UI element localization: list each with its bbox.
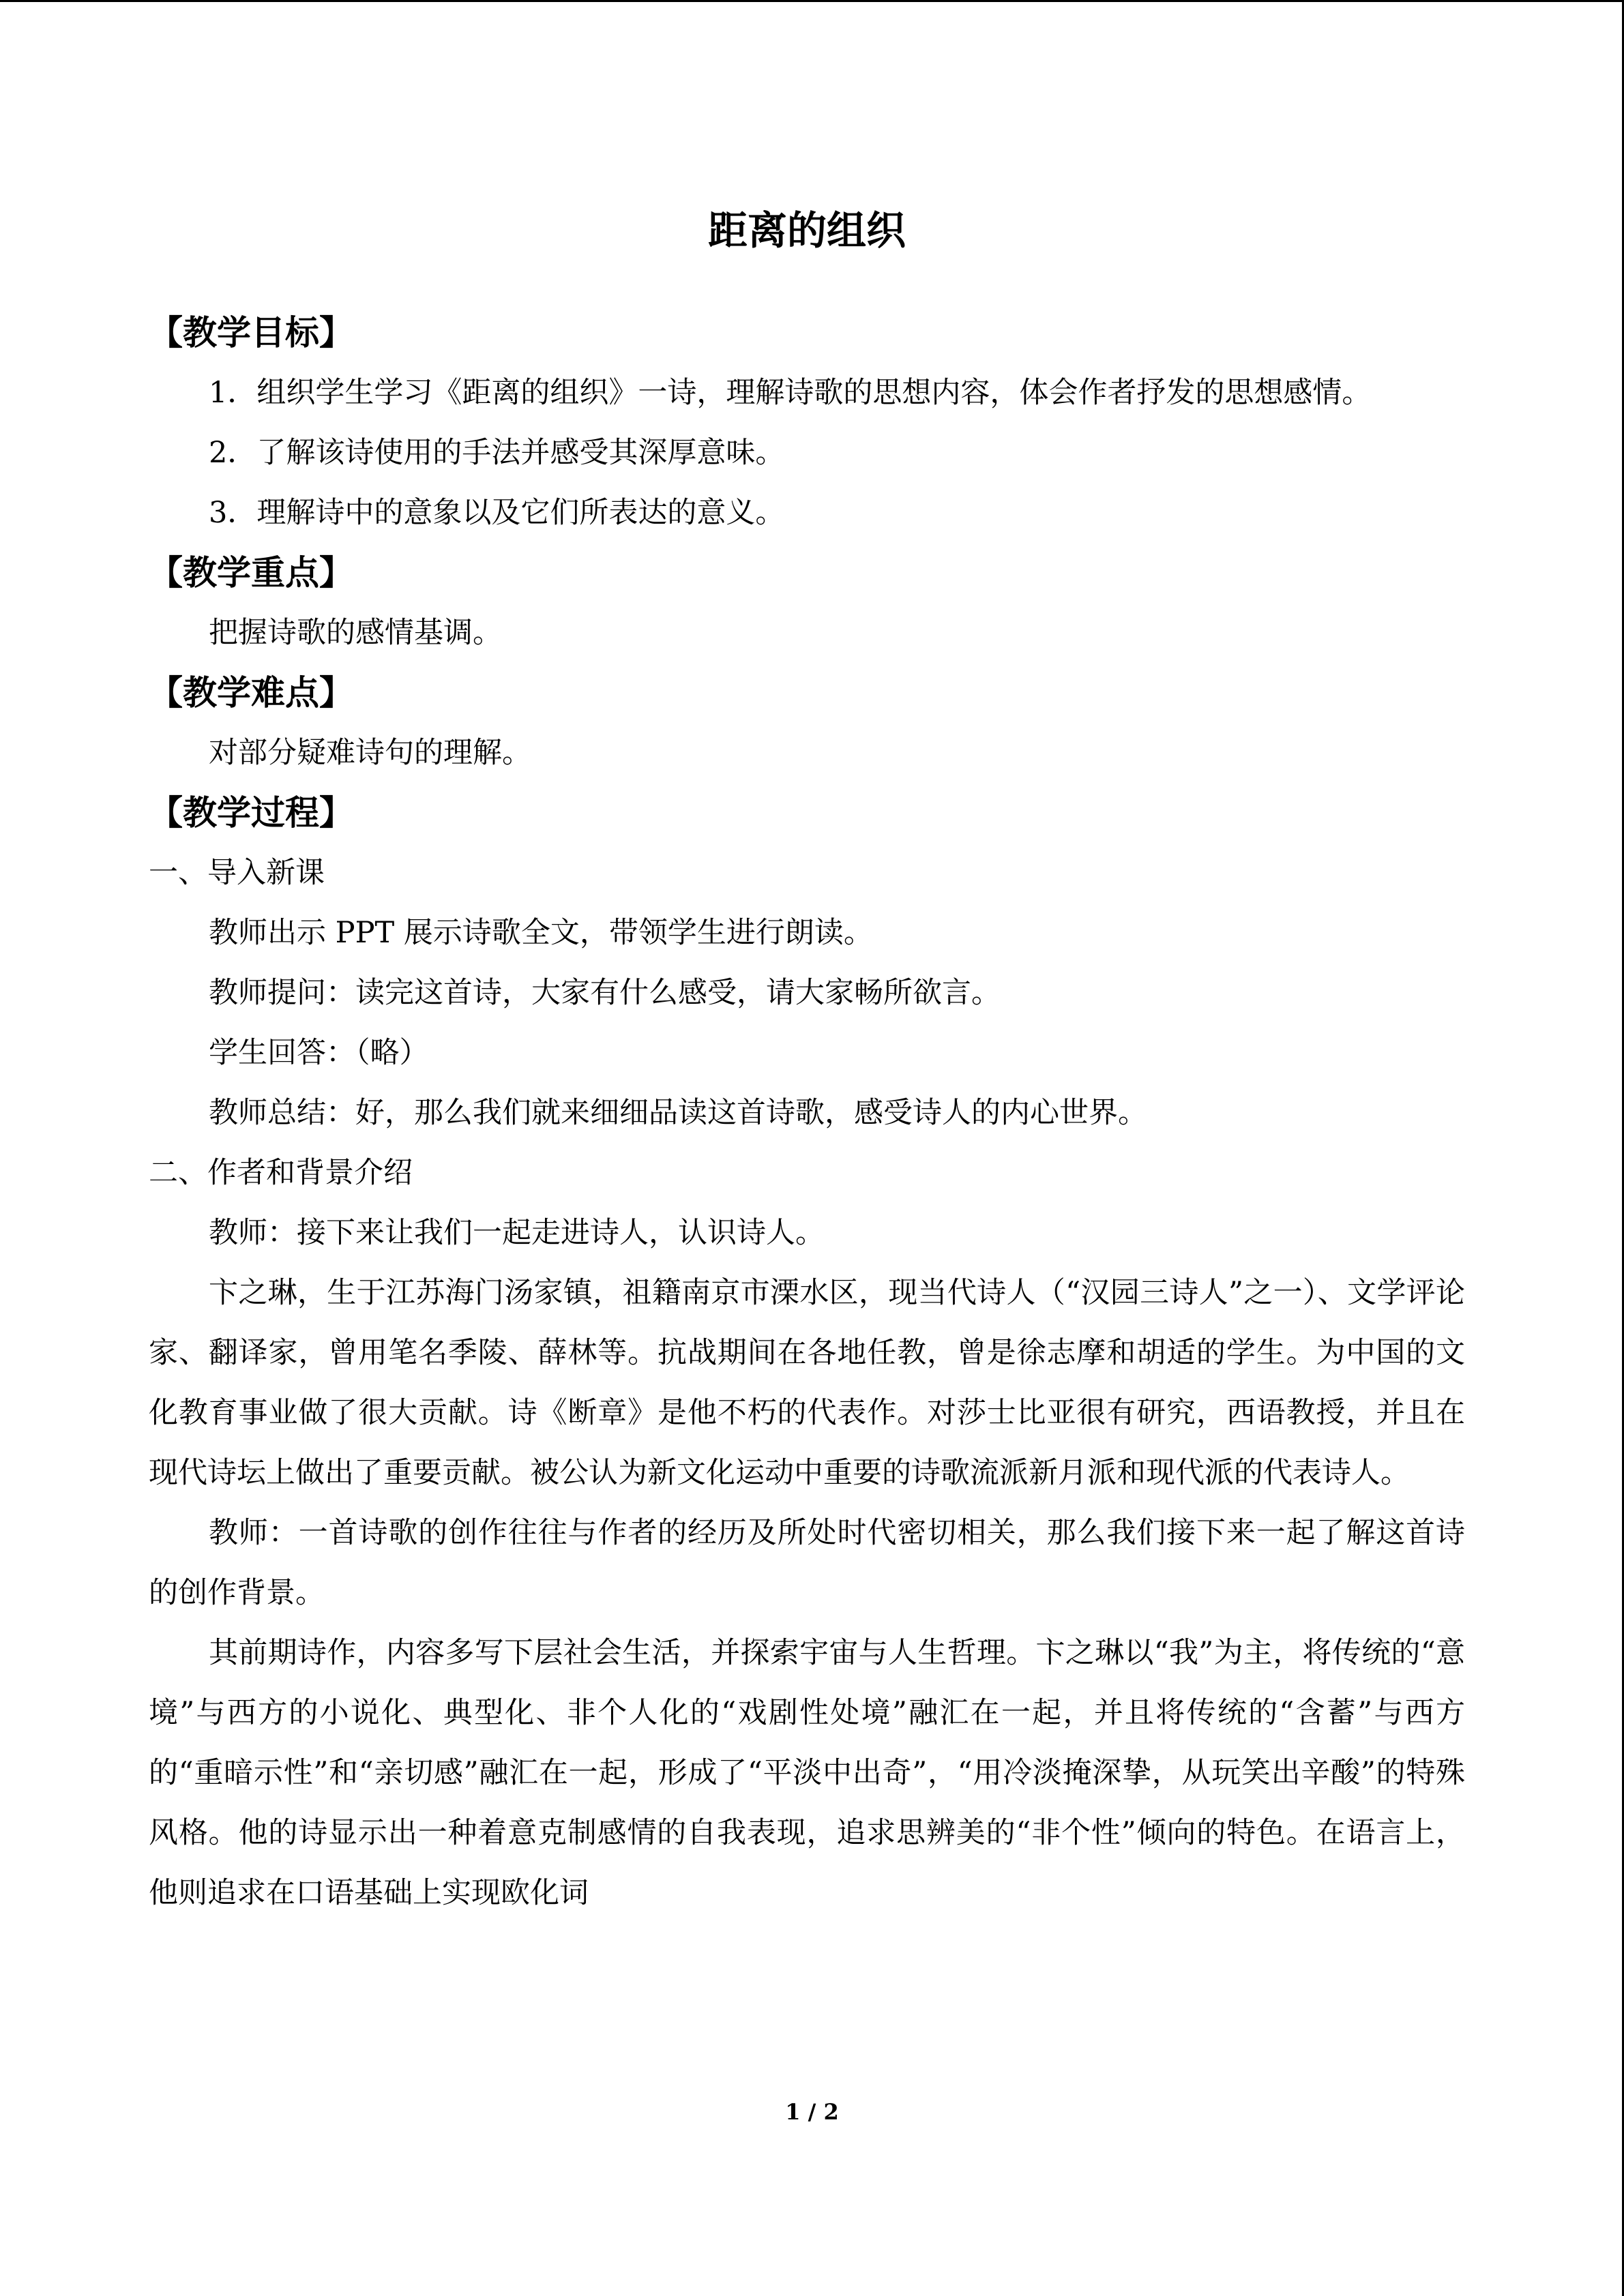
section-heading-process: 【教学过程】 [149, 793, 353, 833]
paragraph-background-1: 教师：一首诗歌的创作往往与作者的经历及所处时代密切相关，那么我们接下来一起了解这首诗的创作背景。 [149, 1516, 1465, 1610]
page-border-top [0, 0, 1624, 2]
paragraph-author-2: 卞之琳，生于江苏海门汤家镇，祖籍南京市溧水区，现当代诗人（“汉园三诗人”之一）、文学评论家、翻译家，曾用笔名季陵、薛林等。抗战期间在各地任教，曾是徐志摩和胡适的学生。为中国的文化教育事业做了很大贡献。诗《断章》是他不朽的代表作。对莎士比亚很有研究，西语教授，并且在现代诗坛上做出了重要贡献。被公认为新文化运动中重要的诗歌流派新月派和现代派的代表诗人。 [149, 1276, 1465, 1490]
subheading-author-background: 二、作者和背景介绍 [149, 1156, 413, 1190]
section-heading-difficulties: 【教学难点】 [149, 673, 353, 713]
paragraph-difficulties: 对部分疑难诗句的理解。 [209, 736, 531, 770]
paragraph-intro-4: 教师总结：好，那么我们就来细细品读这首诗歌，感受诗人的内心世界。 [209, 1096, 1147, 1130]
section-heading-key-points: 【教学重点】 [149, 553, 353, 593]
document-body [149, 198, 1465, 1923]
paragraph-intro-3: 学生回答：（略） [209, 1036, 429, 1070]
page-title: 距离的组织 [707, 207, 906, 254]
paragraph-intro-2: 教师提问：读完这首诗，大家有什么感受，请大家畅所欲言。 [209, 976, 1001, 1010]
paragraph-author-1: 教师：接下来让我们一起走进诗人，认识诗人。 [209, 1216, 825, 1250]
paragraph-objective-3: 3．理解诗中的意象以及它们所表达的意义。 [209, 496, 785, 530]
page-number: 1 / 2 [785, 2099, 839, 2125]
subheading-introduction: 一、导入新课 [149, 856, 325, 890]
paragraph-background-2: 其前期诗作，内容多写下层社会生活，并探索宇宙与人生哲理。卞之琳以“我”为主，将传统的“意境”与西方的小说化、典型化、非个人化的“戏剧性处境”融汇在一起，并且将传统的“含蓄”与西方的“重暗示性”和“亲切感”融汇在一起，形成了“平淡中出奇”，“用冷淡掩深挚，从玩笑出辛酸”的特殊风格。他的诗显示出一种着意克制感情的自我表现，追求思辨美的“非个性”倾向的特色。在语言上，他则追求在口语基础上实现欧化词 [149, 1636, 1465, 1910]
paragraph-objective-2: 2．了解该诗使用的手法并感受其深厚意味。 [209, 436, 785, 470]
section-heading-objectives: 【教学目标】 [149, 313, 353, 353]
paragraph-intro-1: 教师出示 PPT 展示诗歌全文，带领学生进行朗读。 [209, 916, 873, 950]
paragraph-objective-1: 1．组织学生学习《距离的组织》一诗，理解诗歌的思想内容，体会作者抒发的思想感情。 [209, 376, 1372, 410]
paragraph-key-points: 把握诗歌的感情基调。 [209, 616, 502, 650]
